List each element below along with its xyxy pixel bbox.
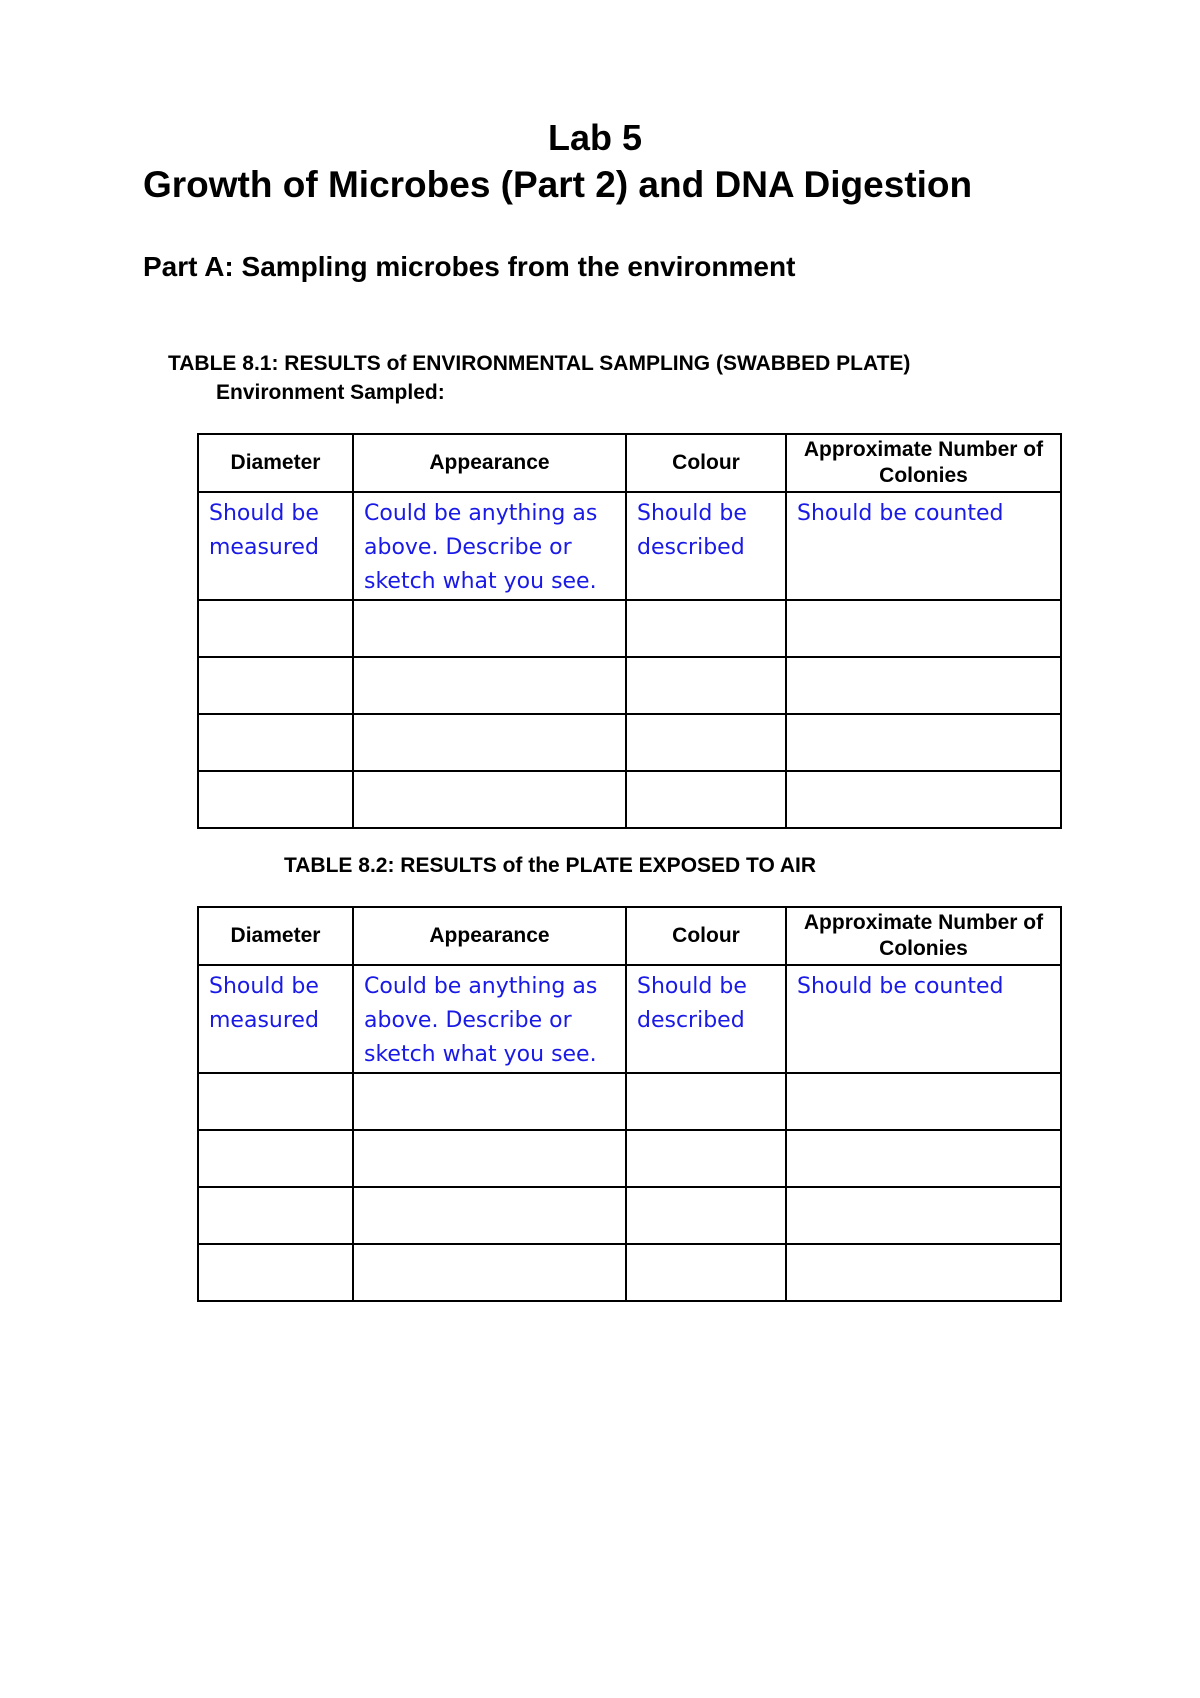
table-8-1 [197, 433, 1062, 829]
header-colour: Colour [626, 434, 786, 492]
blank-cell [626, 600, 786, 657]
blank-cell [353, 1244, 626, 1301]
example-diameter-cell: Should be measured [198, 965, 353, 1073]
blank-cell [198, 1187, 353, 1244]
blank-row [198, 1073, 1061, 1130]
blank-row [198, 1244, 1061, 1301]
header-appearance: Appearance [353, 907, 626, 965]
header-approximate-number: Approximate Number of Colonies [786, 434, 1061, 492]
blank-cell [786, 1244, 1061, 1301]
blank-row [198, 657, 1061, 714]
blank-cell [786, 657, 1061, 714]
environment-sampled-label: Environment Sampled: [216, 381, 445, 404]
blank-cell [786, 1130, 1061, 1187]
example-count-cell: Should be counted [786, 492, 1061, 600]
blank-row [198, 1130, 1061, 1187]
header-colour: Colour [626, 907, 786, 965]
blank-cell [626, 714, 786, 771]
blank-cell [198, 714, 353, 771]
example-row [198, 492, 1061, 600]
header-appearance: Appearance [353, 434, 626, 492]
blank-cell [626, 771, 786, 828]
blank-cell [353, 771, 626, 828]
blank-row [198, 771, 1061, 828]
header-diameter: Diameter [198, 434, 353, 492]
blank-cell [626, 1244, 786, 1301]
blank-cell [353, 714, 626, 771]
example-count-cell: Should be counted [786, 965, 1061, 1073]
table-8-2-caption: TABLE 8.2: RESULTS of the PLATE EXPOSED TO AIR [284, 854, 817, 877]
blank-cell [786, 1187, 1061, 1244]
header-approximate-number: Approximate Number of Colonies [786, 907, 1061, 965]
blank-cell [198, 1073, 353, 1130]
blank-cell [198, 1244, 353, 1301]
blank-cell [626, 1130, 786, 1187]
blank-cell [353, 600, 626, 657]
example-appearance-cell: Could be anything as above. Describe or sketch what you see. [353, 965, 626, 1073]
blank-cell [198, 1130, 353, 1187]
table-header-row [198, 907, 1061, 965]
blank-cell [353, 1130, 626, 1187]
blank-cell [353, 657, 626, 714]
page-title: Growth of Microbes (Part 2) and DNA Digestion [143, 164, 973, 205]
example-diameter-cell: Should be measured [198, 492, 353, 600]
example-colour-cell: Should be described [626, 492, 786, 600]
lab-title: Lab 5 [547, 117, 643, 158]
blank-cell [786, 714, 1061, 771]
table-header-row [198, 434, 1061, 492]
blank-cell [786, 771, 1061, 828]
table-8-2 [197, 906, 1062, 1302]
example-row [198, 965, 1061, 1073]
blank-row [198, 600, 1061, 657]
blank-cell [786, 1073, 1061, 1130]
blank-cell [198, 657, 353, 714]
blank-row [198, 1187, 1061, 1244]
blank-cell [353, 1073, 626, 1130]
table-8-1-caption: TABLE 8.1: RESULTS of ENVIRONMENTAL SAMPLING (SWABBED PLATE) [168, 352, 911, 375]
example-appearance-cell: Could be anything as above. Describe or sketch what you see. [353, 492, 626, 600]
blank-cell [626, 1187, 786, 1244]
blank-cell [786, 600, 1061, 657]
blank-cell [626, 657, 786, 714]
part-a-heading: Part A: Sampling microbes from the environment [143, 251, 796, 282]
blank-cell [198, 600, 353, 657]
example-colour-cell: Should be described [626, 965, 786, 1073]
blank-cell [198, 771, 353, 828]
blank-cell [626, 1073, 786, 1130]
blank-row [198, 714, 1061, 771]
blank-cell [353, 1187, 626, 1244]
header-diameter: Diameter [198, 907, 353, 965]
